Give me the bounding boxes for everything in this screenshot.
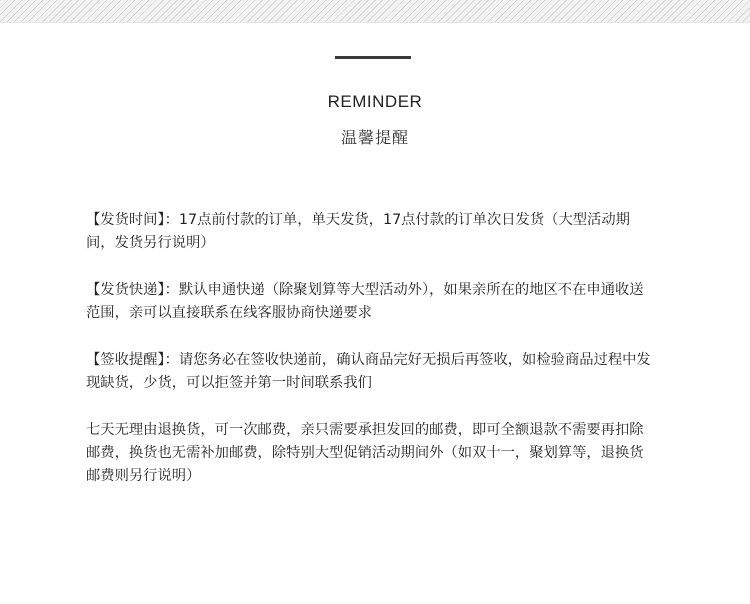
shipping-time-paragraph [86, 209, 652, 255]
return-policy-paragraph [86, 419, 652, 488]
receipt-reminder-paragraph [86, 349, 652, 395]
shipping-time-text: ：17点前付款的订单，单天发货，17点付款的订单次日发货（大型活动期间，发货另行说明） [86, 212, 630, 251]
receipt-reminder-text: ：请您务必在签收快递前，确认商品完好无损后再签收，如检验商品过程中发现缺货，少货，可以拒签并第一时间联系我们 [86, 352, 651, 391]
receipt-reminder-tag: 【签收提醒】 [86, 352, 165, 368]
section-title-english: REMINDER [327, 92, 423, 111]
courier-paragraph [86, 279, 652, 325]
courier-text: ：默认申通快递（除聚划算等大型活动外），如果亲所在的地区不在申通收送范围，亲可以直接联系在线客服协商快递要求 [86, 282, 644, 321]
shipping-time-tag: 【发货时间】 [86, 212, 165, 228]
title-accent-bar [335, 56, 411, 59]
section-title-chinese: 温馨提醒 [340, 128, 409, 147]
courier-tag: 【发货快递】 [86, 282, 165, 298]
decorative-top-stripe [0, 0, 750, 23]
return-policy-text: 七天无理由退换货，可一次邮费，亲只需要承担发回的邮费，即可全额退款不需要再扣除邮费，换货也无需补加邮费，除特别大型促销活动期间外（如双十一，聚划算等，退换货邮费则另行说明） [86, 422, 644, 484]
reminder-content [86, 209, 652, 512]
